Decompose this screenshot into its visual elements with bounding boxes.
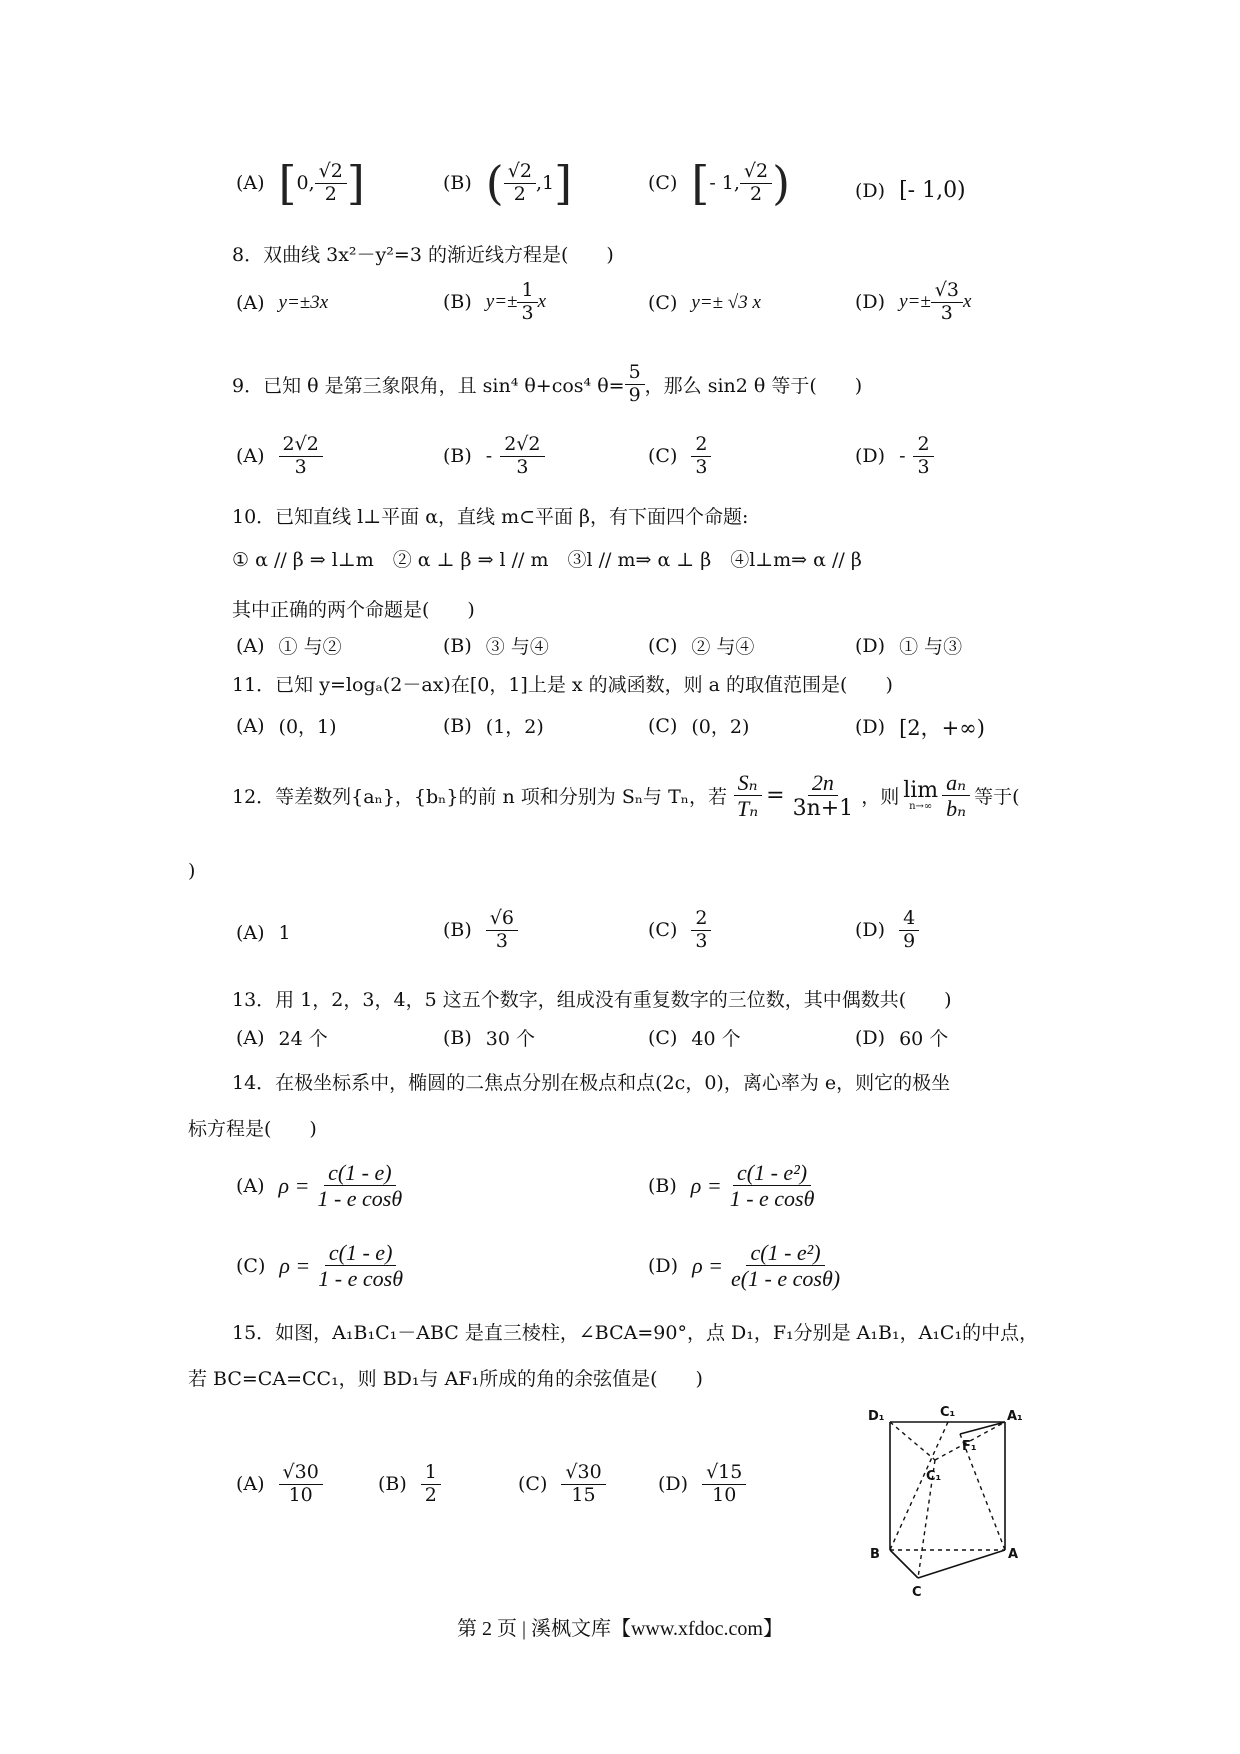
q10-option-d [855, 632, 962, 659]
option-label: (B) [443, 634, 472, 657]
bracket-left: [ [691, 156, 710, 210]
text: x [537, 291, 547, 313]
q7-option-d [855, 178, 966, 203]
fraction [313, 1160, 406, 1212]
option-text: (0，2) [691, 716, 750, 738]
q10-option-a [236, 632, 342, 659]
q13-option-c [648, 1024, 741, 1051]
numerator: 2√2 [279, 434, 323, 457]
text: ,1 [535, 172, 555, 194]
sign: - [485, 445, 493, 468]
numerator: 2 [691, 908, 711, 931]
option-text: [- 1,0) [899, 178, 966, 203]
bracket-right: ) [772, 156, 791, 210]
fraction [315, 161, 347, 206]
fraction [314, 1240, 407, 1292]
denominator: 3 [917, 455, 930, 478]
rho: ρ = [278, 1172, 310, 1198]
label-f1: F₁ [962, 1439, 977, 1454]
fraction [702, 1462, 746, 1507]
numerator: √30 [561, 1462, 605, 1485]
option-label: (A) [236, 1473, 265, 1496]
q15-option-b [378, 1462, 441, 1507]
fraction [913, 434, 933, 479]
q11-option-d [855, 712, 985, 742]
text: 0, [296, 172, 315, 194]
option-label: (D) [855, 716, 886, 738]
q10-stem: 10．已知直线 l⊥平面 α，直线 m⊂平面 β，有下面四个命题: [232, 506, 749, 528]
option-label: (B) [443, 291, 472, 314]
option-label: (C) [648, 919, 678, 942]
denominator: 2 [324, 182, 337, 205]
q8-option-c [648, 292, 761, 314]
bracket-left: ( [485, 156, 504, 210]
rho: ρ = [692, 1252, 723, 1278]
fraction [517, 280, 537, 325]
numerator: c(1 - e²) [746, 1240, 824, 1266]
q14-option-c [236, 1240, 407, 1292]
numerator: 2 [691, 434, 711, 457]
option-label: (D) [855, 445, 886, 468]
numerator: aₙ [942, 770, 970, 796]
numerator: 2 [913, 434, 933, 457]
q15-stem-line1: 15．如图，A₁B₁C₁－ABC 是直三棱柱，∠BCA=90°，点 D₁，F₁分别是 A₁B₁，A₁C₁的中点， [232, 1322, 1039, 1344]
denominator: 2 [424, 1483, 437, 1506]
fraction [421, 1462, 441, 1507]
lim-text: lim [903, 777, 939, 803]
option-label: (A) [236, 922, 265, 944]
q11-stem: 11．已知 y=logₐ(2－ax)在[0，1]上是 x 的减函数，则 a 的取值范围是( ) [232, 674, 893, 696]
option-label: (D) [855, 919, 886, 942]
fraction [486, 908, 518, 953]
q8-option-a [236, 292, 328, 314]
q12-option-d [855, 908, 919, 953]
q12-option-c [648, 908, 711, 953]
q13-stem: 13．用 1，2，3，4，5 这五个数字，组成没有重复数字的三位数，其中偶数共( ) [232, 989, 952, 1011]
option-text: [2，+∞) [899, 716, 985, 740]
option-label: (B) [648, 1174, 677, 1197]
q7-option-a [236, 156, 365, 210]
q12-option-a [236, 922, 291, 944]
fraction [726, 1160, 819, 1212]
edge-c-a [918, 1550, 1005, 1578]
option-label: (D) [855, 1026, 886, 1049]
fraction [727, 1240, 844, 1292]
q9-stem [232, 362, 862, 407]
numerator: √2 [740, 161, 772, 184]
option-text: y=±3x [278, 292, 329, 313]
equals: = [766, 783, 785, 809]
q15-option-a [236, 1462, 323, 1507]
denominator: 9 [628, 383, 641, 406]
q8-stem: 8．双曲线 3x²－y²=3 的渐近线方程是( ) [232, 244, 614, 266]
fraction [625, 362, 645, 407]
option-text: 30 个 [485, 1028, 536, 1050]
label-c1-mid: C₁ [926, 1469, 942, 1484]
stem-text: 等于( [974, 786, 1020, 809]
denominator: 10 [288, 1483, 313, 1506]
q13-option-b [443, 1024, 535, 1051]
denominator: 3 [516, 455, 529, 478]
option-label: (C) [648, 1026, 678, 1049]
q15-option-d [658, 1462, 746, 1507]
q14-option-b [648, 1160, 818, 1212]
denominator: 15 [571, 1483, 596, 1506]
denominator: 3 [695, 929, 708, 952]
q12-close-paren: ) [188, 860, 196, 882]
edge-b1-c1 [890, 1422, 935, 1460]
q10-propositions: ① α // β ⇒ l⊥m ② α ⊥ β ⇒ l // m ③l // m⇒ α ⊥ β ④l⊥m⇒ α // β [232, 549, 862, 571]
denominator: Tₙ [736, 796, 759, 822]
text: y=± [899, 291, 931, 313]
q14-option-a [236, 1160, 406, 1212]
fraction [691, 908, 711, 953]
q7-option-c [648, 156, 791, 210]
segment-bd1 [890, 1422, 948, 1550]
numerator: 2n [808, 770, 838, 796]
option-text: 40 个 [691, 1028, 741, 1050]
denominator: 3n+1 [792, 796, 854, 822]
option-label: (A) [236, 172, 265, 194]
label-c: C [912, 1585, 922, 1600]
option-text: 24 个 [278, 1028, 328, 1050]
stem-text: 9．已知 θ 是第三象限角，且 sin⁴ θ+cos⁴ θ= [232, 374, 625, 397]
q13-option-d [855, 1024, 948, 1051]
q14-stem-line2: 标方程是( ) [188, 1118, 317, 1140]
fraction-s-over-t [733, 770, 762, 822]
option-label: (A) [236, 292, 265, 314]
denominator: 1 - e cosθ [729, 1186, 815, 1212]
edge-a1-f1 [960, 1422, 1005, 1434]
denominator: bₙ [946, 796, 967, 822]
option-label: (B) [443, 172, 472, 194]
lim-subscript: n→∞ [909, 800, 933, 812]
fraction [931, 280, 963, 325]
option-label: (C) [648, 172, 678, 194]
fraction-ratio [789, 770, 858, 822]
fraction [279, 434, 323, 479]
denominator: 2 [749, 182, 763, 205]
option-label: (D) [658, 1473, 689, 1496]
label-b: B [870, 1547, 880, 1562]
sign: - [899, 445, 906, 468]
denominator: 3 [495, 929, 508, 952]
q12-option-b [443, 908, 518, 953]
option-text: ③ 与④ [485, 636, 549, 658]
option-label: (B) [378, 1473, 407, 1496]
q9-option-a [236, 434, 323, 479]
q8-option-b [443, 280, 546, 325]
option-label: (C) [518, 1473, 548, 1496]
text: x [962, 291, 972, 313]
q9-option-b [443, 434, 545, 479]
denominator: 1 - e cosθ [318, 1266, 404, 1292]
denominator: 9 [903, 929, 916, 952]
fraction [899, 908, 919, 953]
q14-stem-line1: 14．在极坐标系中，椭圆的二焦点分别在极点和点(2c，0)，离心率为 e，则它的极坐 [232, 1072, 951, 1094]
rho: ρ = [690, 1172, 722, 1198]
option-label: (D) [855, 179, 886, 202]
fraction [740, 161, 772, 206]
denominator: 3 [940, 301, 953, 324]
numerator: √2 [504, 161, 536, 184]
q13-option-a [236, 1024, 328, 1051]
q10-ask: 其中正确的两个命题是( ) [232, 599, 475, 621]
numerator: 4 [899, 908, 919, 931]
numerator: 1 [517, 280, 537, 303]
limit [903, 777, 939, 812]
denominator: 3 [695, 455, 708, 478]
denominator: e(1 - e cosθ) [730, 1266, 841, 1292]
option-text: ② 与④ [691, 636, 755, 658]
q14-option-d [648, 1240, 844, 1292]
option-label: (B) [443, 445, 472, 468]
rho: ρ = [279, 1252, 311, 1278]
fraction [500, 434, 544, 479]
q11-option-a [236, 712, 337, 739]
option-label: (C) [648, 634, 678, 657]
denominator: 1 - e cosθ [317, 1186, 403, 1212]
q8-option-d [855, 280, 971, 325]
option-label: (D) [648, 1254, 679, 1277]
stem-text: ，那么 sin2 θ 等于( ) [644, 374, 863, 397]
option-label: (A) [236, 445, 265, 468]
option-label: (A) [236, 1174, 265, 1197]
option-label: (D) [855, 291, 886, 314]
option-text: (1，2) [485, 716, 544, 738]
text: - 1, [709, 172, 740, 194]
option-label: (B) [443, 919, 472, 942]
option-label: (A) [236, 714, 265, 737]
denominator: 10 [712, 1483, 737, 1506]
numerator: c(1 - e²) [733, 1160, 811, 1186]
stem-text: ，则 [861, 786, 900, 809]
option-label: (C) [648, 714, 678, 737]
fraction-a-over-b [942, 770, 970, 822]
numerator: 2√2 [500, 434, 544, 457]
bracket-right: ] [554, 156, 573, 210]
numerator: √30 [279, 1462, 323, 1485]
option-label: (C) [236, 1254, 266, 1277]
q12-stem [232, 770, 1019, 822]
q15-stem-line2: 若 BC=CA=CC₁，则 BD₁与 AF₁所成的角的余弦值是( ) [188, 1368, 703, 1390]
numerator: 5 [625, 362, 645, 385]
page-footer: 第 2 页 | 溪枫文库【www.xfdoc.com】 [456, 1618, 783, 1640]
option-label: (B) [443, 1026, 472, 1049]
numerator: Sₙ [734, 770, 762, 796]
numerator: c(1 - e) [324, 1160, 396, 1186]
option-label: (A) [236, 634, 265, 657]
edge-b-c [890, 1550, 918, 1578]
option-text: ① 与② [278, 636, 342, 658]
option-text: 1 [278, 922, 291, 944]
q15-option-c [518, 1462, 606, 1507]
label-a: A [1008, 1547, 1019, 1562]
fraction [691, 434, 711, 479]
bracket-left: [ [278, 156, 297, 210]
option-label: (C) [648, 292, 678, 314]
denominator: 2 [513, 182, 526, 205]
numerator: √6 [486, 908, 518, 931]
q9-option-d [855, 434, 934, 479]
option-label: (B) [443, 714, 472, 737]
q10-option-c [648, 632, 754, 659]
prism-figure [860, 1400, 1030, 1600]
stem-text: 12．等差数列{aₙ}，{bₙ}的前 n 项和分别为 Sₙ与 Tₙ，若 [232, 786, 727, 809]
option-text: 60 个 [899, 1028, 949, 1050]
option-text: y=± √3 x [691, 292, 761, 313]
bracket-right: ] [346, 156, 365, 210]
numerator: √2 [315, 161, 347, 184]
denominator: 3 [521, 301, 534, 324]
q11-option-b [443, 712, 544, 739]
fraction [279, 1462, 323, 1507]
denominator: 3 [294, 455, 307, 478]
q10-option-b [443, 632, 549, 659]
option-text: ① 与③ [899, 636, 963, 658]
numerator: c(1 - e) [325, 1240, 397, 1266]
q11-option-c [648, 712, 749, 739]
label-c1-top: C₁ [940, 1405, 956, 1420]
q7-option-b [443, 156, 573, 210]
fraction [561, 1462, 605, 1507]
numerator: √3 [931, 280, 963, 303]
text: y=± [485, 291, 518, 313]
option-label: (D) [855, 634, 886, 657]
option-label: (C) [648, 445, 678, 468]
numerator: √15 [702, 1462, 746, 1485]
option-label: (A) [236, 1026, 265, 1049]
fraction [504, 161, 536, 206]
q9-option-c [648, 434, 711, 479]
numerator: 1 [421, 1462, 441, 1485]
option-text: (0，1) [278, 716, 337, 738]
label-a1: A₁ [1007, 1409, 1023, 1424]
label-d1: D₁ [868, 1409, 885, 1424]
